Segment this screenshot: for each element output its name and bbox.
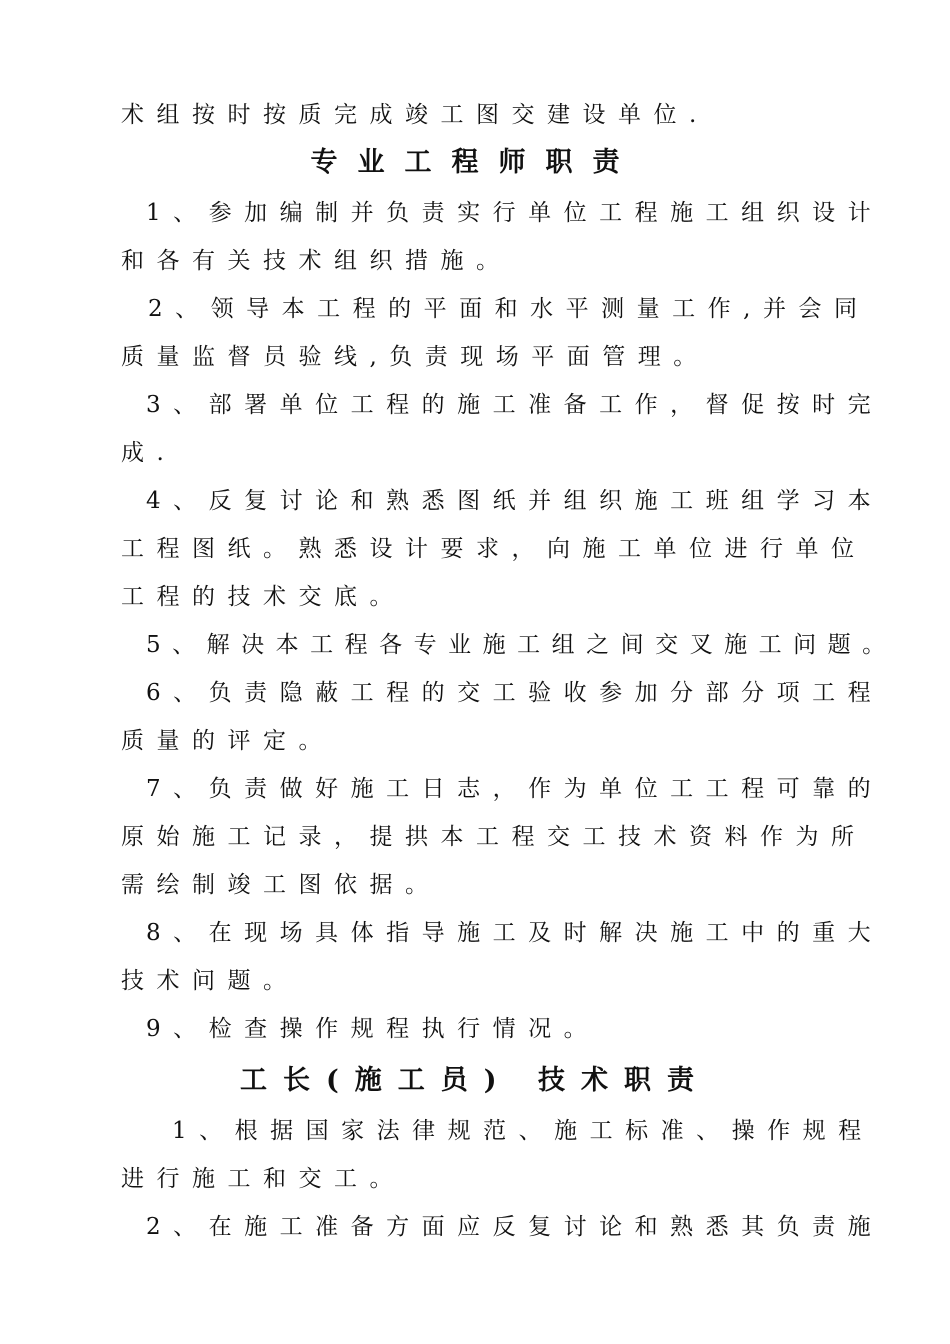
section-title-engineer: 专业工程师职责 [310, 147, 640, 178]
paragraph-line: 需绘制竣工图依据。 [121, 872, 441, 898]
paragraph-line: 8、在现场具体指导施工及时解决施工中的重大 [146, 920, 884, 946]
intro-line: 术组按时按质完成竣工图交建设单位. [121, 102, 709, 128]
paragraph-line: 1、参加编制并负责实行单位工程施工组织设计 [146, 200, 884, 226]
paragraph-line: 技术问题。 [121, 968, 299, 994]
paragraph-line: 和各有关技术组织措施。 [121, 248, 512, 274]
paragraph-line: 4、反复讨论和熟悉图纸并组织施工班组学习本 [146, 488, 884, 514]
section-title-foreman: 工长(施工员) 技术职责 [240, 1065, 710, 1096]
paragraph-line: 6、负责隐蔽工程的交工验收参加分部分项工程 [146, 680, 884, 706]
paragraph-line: 2、领导本工程的平面和水平测量工作,并会同 [148, 296, 870, 322]
paragraph-line: 进行施工和交工。 [121, 1166, 405, 1192]
paragraph-line: 成. [121, 440, 177, 466]
paragraph-line: 1、根据国家法律规范、施工标准、操作规程 [172, 1118, 874, 1144]
paragraph-line: 原始施工记录，提拱本工程交工技术资料作为所 [121, 824, 867, 850]
paragraph-line: 质量监督员验线,负责现场平面管理。 [121, 344, 709, 370]
paragraph-line: 5、解决本工程各专业施工组之间交叉施工问题。 [146, 632, 897, 658]
paragraph-line: 9、检查操作规程执行情况。 [146, 1016, 600, 1042]
paragraph-line: 工程图纸。熟悉设计要求，向施工单位进行单位 [121, 536, 867, 562]
paragraph-line: 7、负责做好施工日志，作为单位工工程可靠的 [146, 776, 884, 802]
paragraph-line: 3、部署单位工程的施工准备工作，督促按时完 [146, 392, 884, 418]
paragraph-line: 工程的技术交底。 [121, 584, 405, 610]
paragraph-line: 2、在施工准备方面应反复讨论和熟悉其负责施 [146, 1214, 884, 1240]
paragraph-line: 质量的评定。 [121, 728, 334, 754]
